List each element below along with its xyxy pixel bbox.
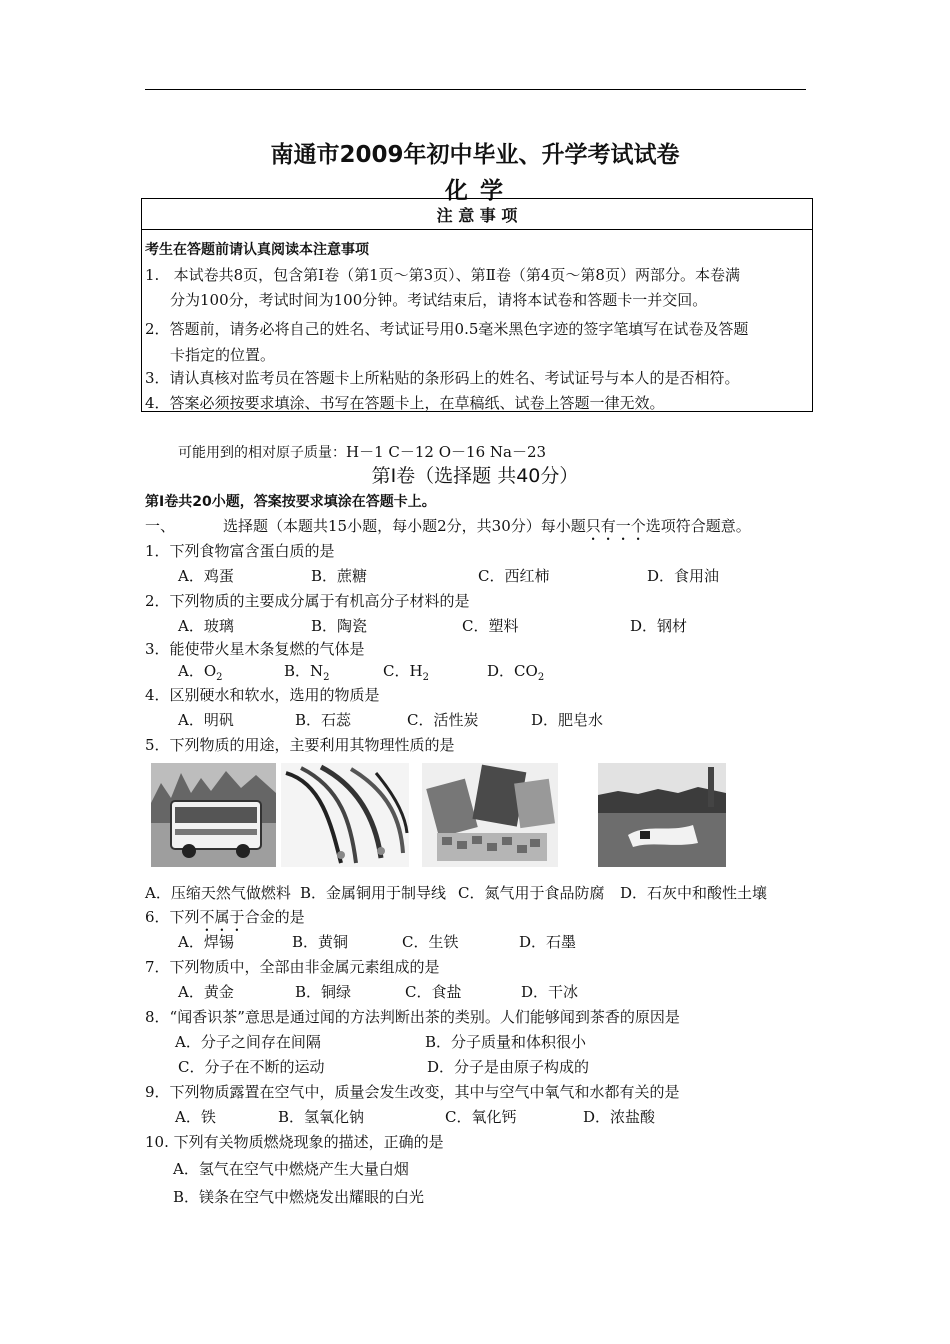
food-package-image xyxy=(422,763,558,867)
atomic-mass-label: 可能用到的相对原子质量： xyxy=(178,445,346,461)
atomic-mass-line xyxy=(178,441,546,462)
q9-option-b: B．氢氧化钠 xyxy=(278,1108,365,1126)
notice-item-1-cont: 分为100分，考试时间为100分钟。考试结束后，请将本试卷和答题卡一并交回。 xyxy=(170,291,708,309)
top-rule xyxy=(145,89,806,90)
notice-item-2-cont: 卡指定的位置。 xyxy=(170,346,276,364)
part1-text: 选择题（本题共15小题，每小题2分，共30分）每小题 xyxy=(223,517,586,535)
notice-item-2: 2．答题前，请务必将自己的姓名、考试证号用0.5毫米黑色字迹的签字笔填写在试卷及答题 xyxy=(145,320,749,338)
q2-option-d: D．钢材 xyxy=(630,617,688,635)
q10-stem: 10. 下列有关物质燃烧现象的描述，正确的是 xyxy=(145,1133,444,1151)
q1-option-d: D．食用油 xyxy=(647,567,720,585)
q2-option-a: A．玻璃 xyxy=(178,617,234,635)
q10-option-b: B．镁条在空气中燃烧发出耀眼的白光 xyxy=(173,1188,425,1206)
part1-emphasis: 只有一个 xyxy=(585,517,646,535)
q5-option-d: D．石灰中和酸性土壤 xyxy=(620,884,768,902)
q4-option-d: D．肥皂水 xyxy=(531,711,604,729)
q7-option-c: C．食盐 xyxy=(405,983,462,1001)
q8-option-a: A．分子之间存在间隔 xyxy=(175,1033,321,1051)
q7-option-b: B．铜绿 xyxy=(295,983,352,1001)
notice-item-3: 3．请认真核对监考员在答题卡上所粘贴的条形码上的姓名、考试证号与本人的是否相符。 xyxy=(145,369,740,387)
bus-image xyxy=(151,763,276,867)
q3-option-b-sub: 2 xyxy=(323,672,330,683)
part1-number: 一、 xyxy=(145,517,176,535)
q3-option-c-sub: 2 xyxy=(422,672,429,683)
copper-wire-image xyxy=(281,763,409,867)
q9-option-c: C．氧化钙 xyxy=(445,1108,517,1126)
part1-tail: 选项符合题意。 xyxy=(645,517,751,535)
q8-stem: 8．“闻香识茶”意思是通过闻的方法判断出茶的类别。人们能够闻到茶香的原因是 xyxy=(145,1008,680,1026)
q3-option-d-sub: 2 xyxy=(537,672,545,683)
page-title: 南通市2009年初中毕业、升学考试试卷 xyxy=(270,142,680,168)
notice-heading: 注 意 事 项 xyxy=(436,206,518,225)
q1-option-c: C．西红柿 xyxy=(478,567,550,585)
q1-stem: 1．下列食物富含蛋白质的是 xyxy=(145,542,335,560)
q5-option-a: A．压缩天然气做燃料 xyxy=(145,884,291,902)
notice-intro: 考生在答题前请认真阅读本注意事项 xyxy=(145,242,369,258)
notice-item-4: 4．答案必须按要求填涂、书写在答题卡上，在草稿纸、试卷上答题一律无效。 xyxy=(145,394,665,412)
q7-option-d: D．干冰 xyxy=(521,983,579,1001)
q4-stem: 4．区别硬水和软水，选用的物质是 xyxy=(145,686,380,704)
q6-stem-pre: 6．下列 xyxy=(145,908,200,926)
q3-option-b-text: B．N xyxy=(284,662,324,680)
q9-option-a: A．铁 xyxy=(175,1108,216,1126)
q7-option-a: A．黄金 xyxy=(178,983,234,1001)
q8-option-b: B．分子质量和体积很小 xyxy=(425,1033,587,1051)
q2-option-b: B．陶瓷 xyxy=(311,617,368,635)
q9-option-d: D．浓盐酸 xyxy=(583,1108,656,1126)
q6-option-b: B．黄铜 xyxy=(292,933,349,951)
q6-stem-post: 合金的是 xyxy=(244,908,305,926)
q4-option-c: C．活性炭 xyxy=(407,711,479,729)
section1-title: 第Ⅰ卷（选择题 共40分） xyxy=(371,465,579,487)
q2-option-c: C．塑料 xyxy=(462,617,519,635)
q5-stem: 5．下列物质的用途，主要利用其物理性质的是 xyxy=(145,736,455,754)
q5-option-b: B．金属铜用于制导线 xyxy=(300,884,447,902)
q9-stem: 9．下列物质露置在空气中，质量会发生改变，其中与空气中氧气和水都有关的是 xyxy=(145,1083,680,1101)
q7-stem: 7．下列物质中，全部由非金属元素组成的是 xyxy=(145,958,440,976)
q6-option-d: D．石墨 xyxy=(519,933,577,951)
q3-option-a xyxy=(178,660,223,683)
q3-option-d-text: D．CO xyxy=(487,662,538,680)
q3-option-d xyxy=(487,660,544,683)
q3-option-c-text: C．H xyxy=(383,662,423,680)
q4-option-b: B．石蕊 xyxy=(295,711,352,729)
q6-stem-emphasis: 不属于 xyxy=(199,908,245,926)
q3-option-a-text: A．O xyxy=(178,662,217,680)
q1-option-a: A．鸡蛋 xyxy=(178,567,234,585)
q10-option-a: A．氢气在空气中燃烧产生大量白烟 xyxy=(173,1160,409,1178)
field-lime-image xyxy=(598,763,726,867)
section1-instruction: 第Ⅰ卷共20小题，答案按要求填涂在答题卡上。 xyxy=(145,494,436,510)
q3-stem: 3．能使带火星木条复燃的气体是 xyxy=(145,640,365,658)
q6-option-a: A．焊锡 xyxy=(178,933,234,951)
atomic-mass-values: H－1 C－12 O－16 Na－23 xyxy=(346,443,547,461)
q1-option-b: B．蔗糖 xyxy=(311,567,368,585)
q3-option-b xyxy=(284,660,330,683)
q3-option-c xyxy=(383,660,429,683)
q5-option-c: C．氮气用于食品防腐 xyxy=(458,884,605,902)
q3-option-a-sub: 2 xyxy=(216,672,223,683)
notice-header xyxy=(141,199,813,230)
q4-option-a: A．明矾 xyxy=(178,711,234,729)
q8-option-d: D．分子是由原子构成的 xyxy=(427,1058,590,1076)
q6-option-c: C．生铁 xyxy=(402,933,459,951)
subject-title: 化 学 xyxy=(444,178,505,204)
q2-stem: 2．下列物质的主要成分属于有机高分子材料的是 xyxy=(145,592,470,610)
notice-item-1: 1. 本试卷共8页，包含第Ⅰ卷（第1页～第3页）、第Ⅱ卷（第4页～第8页）两部分。本卷满 xyxy=(145,266,740,284)
q8-option-c: C．分子在不断的运动 xyxy=(178,1058,325,1076)
